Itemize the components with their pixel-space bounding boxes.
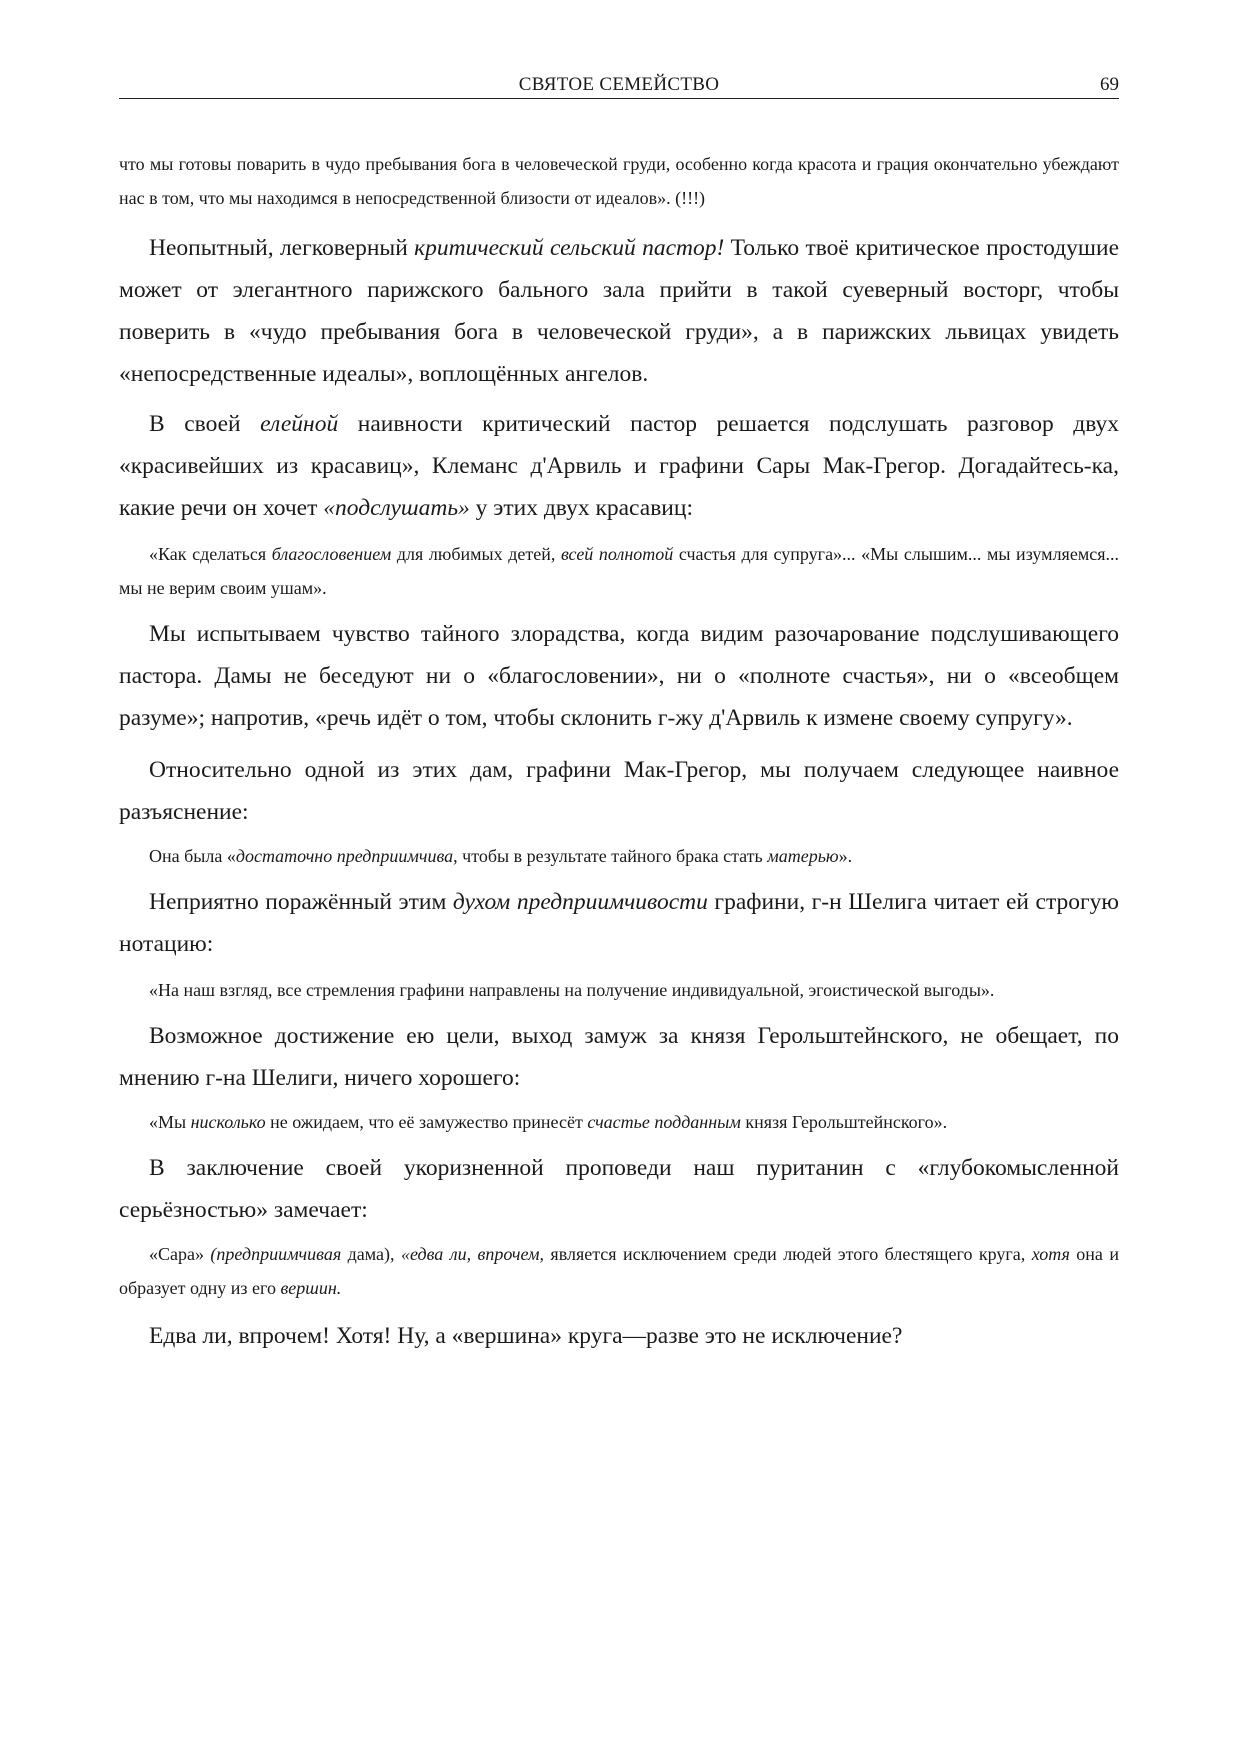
emphasized-text: духом предприимчивости — [452, 889, 708, 915]
text-span: Неопытный, легковерный — [149, 235, 415, 261]
text-span: князя Герольштейнского». — [740, 1112, 948, 1132]
body-paragraph — [119, 749, 1119, 833]
text-span: ». — [838, 846, 853, 866]
text-span: счастья для супруга»... «Мы слышим... мы изумляемся... мы не верим своим ушам». — [119, 544, 1119, 598]
quotation-paragraph — [119, 973, 1119, 1007]
text-span: является исключением среди людей этого блестящего круга, — [543, 1244, 1032, 1264]
text-span: графини, г-н Шелига читает ей строгую нотацию: — [119, 889, 1119, 957]
emphasized-text: счастье подданным — [587, 1112, 741, 1132]
emphasized-text: елейной — [260, 411, 339, 437]
text-span: Она была « — [149, 846, 236, 866]
emphasized-text: «едва ли, впрочем, — [400, 1244, 544, 1264]
emphasized-text: нисколько — [190, 1112, 266, 1132]
quotation-paragraph — [119, 839, 1119, 873]
text-span: Едва ли, впрочем! Хотя! Ну, а «вершина» круга—разве это не исключение? — [149, 1323, 903, 1349]
text-span: что мы готовы поварить в чудо пребывания бога в человеческой груди, особенно когда красота и грация окончательно убеждают нас в том, что мы находимся в непосредственной близости от идеалов». (!!!) — [119, 154, 1119, 208]
body-paragraph — [119, 881, 1119, 965]
quotation-paragraph — [119, 1105, 1119, 1139]
emphasized-text: (предприимчивая — [210, 1244, 342, 1264]
text-span: «На наш взгляд, все стремления графини направлены на получение индивидуальной, эгоистической выгоды». — [149, 980, 995, 1000]
text-span: Мы испытываем чувство тайного злорадства, когда видим разочарование подслушивающего пастора. Дамы не беседуют ни о «благословении», ни о «полноте счастья», ни о «всеобщем разуме»; напротив, «речь идёт о том, чтобы склонить г-жу д'Арвиль к измене своему супругу». — [119, 621, 1119, 731]
emphasized-text: достаточно предприимчива — [235, 846, 454, 866]
emphasized-text: благословением — [271, 544, 392, 564]
body-paragraph — [119, 1015, 1119, 1099]
text-span: Возможное достижение ею цели, выход замуж за князя Герольштейнского, не обещает, по мнению г-на Шелиги, ничего хорошего: — [119, 1023, 1119, 1091]
text-span: Неприятно поражённый этим — [149, 889, 453, 915]
running-title: СВЯТОЕ СЕМЕЙСТВО — [518, 74, 720, 95]
page-body — [119, 147, 1119, 1357]
emphasized-text: хотя — [1031, 1244, 1070, 1264]
text-span: не ожидаем, что её замужество принесёт — [265, 1112, 588, 1132]
emphasized-text: вершин. — [280, 1278, 342, 1298]
text-span: «Сара» — [149, 1244, 211, 1264]
continued-quotation — [119, 147, 1119, 215]
body-paragraph — [119, 1315, 1119, 1357]
text-span: «Мы — [149, 1112, 191, 1132]
body-paragraph — [119, 613, 1119, 739]
text-span: В своей — [149, 411, 261, 437]
emphasized-text: «подслушать» — [323, 495, 470, 521]
text-span: у этих двух красавиц: — [469, 495, 693, 521]
text-span: для любимых детей, — [391, 544, 561, 564]
text-span: Относительно одной из этих дам, графини Мак-Грегор, мы получаем следующее наивное разъяснение: — [119, 757, 1119, 825]
body-paragraph — [119, 1147, 1119, 1231]
text-span: она и образует одну из его — [119, 1244, 1119, 1298]
page-number: 69 — [1100, 74, 1119, 95]
text-span: дама), — [341, 1244, 401, 1264]
text-span: Только твоё критическое простодушие может от элегантного парижского бального зала прийти в такой суеверный восторг, чтобы поверить в «чудо пребывания бога в человеческой груди», а в парижских львицах увидеть «непосредственные идеалы», воплощённых ангелов. — [119, 235, 1120, 387]
quotation-paragraph — [119, 1237, 1119, 1305]
text-span: В заключение своей укоризненной проповеди наш пуританин с «глубокомысленной серьёзностью» замечает: — [119, 1155, 1119, 1223]
running-header — [119, 72, 1119, 99]
emphasized-text: критический сельский пастор! — [414, 235, 725, 261]
body-paragraph — [119, 403, 1119, 529]
text-span: , чтобы в результате тайного брака стать — [453, 846, 768, 866]
emphasized-text: всей полнотой — [560, 544, 674, 564]
emphasized-text: матерью — [767, 846, 839, 866]
text-span: наивности критический пастор решается подслушать разговор двух «красивейших из красавиц», Клеманс д'Арвиль и графини Сары Мак-Грегор. Догадайтесь-ка, какие речи он хочет — [119, 411, 1119, 521]
body-paragraph — [119, 227, 1119, 395]
text-span: «Как сделаться — [149, 544, 272, 564]
quotation-paragraph — [119, 537, 1119, 605]
